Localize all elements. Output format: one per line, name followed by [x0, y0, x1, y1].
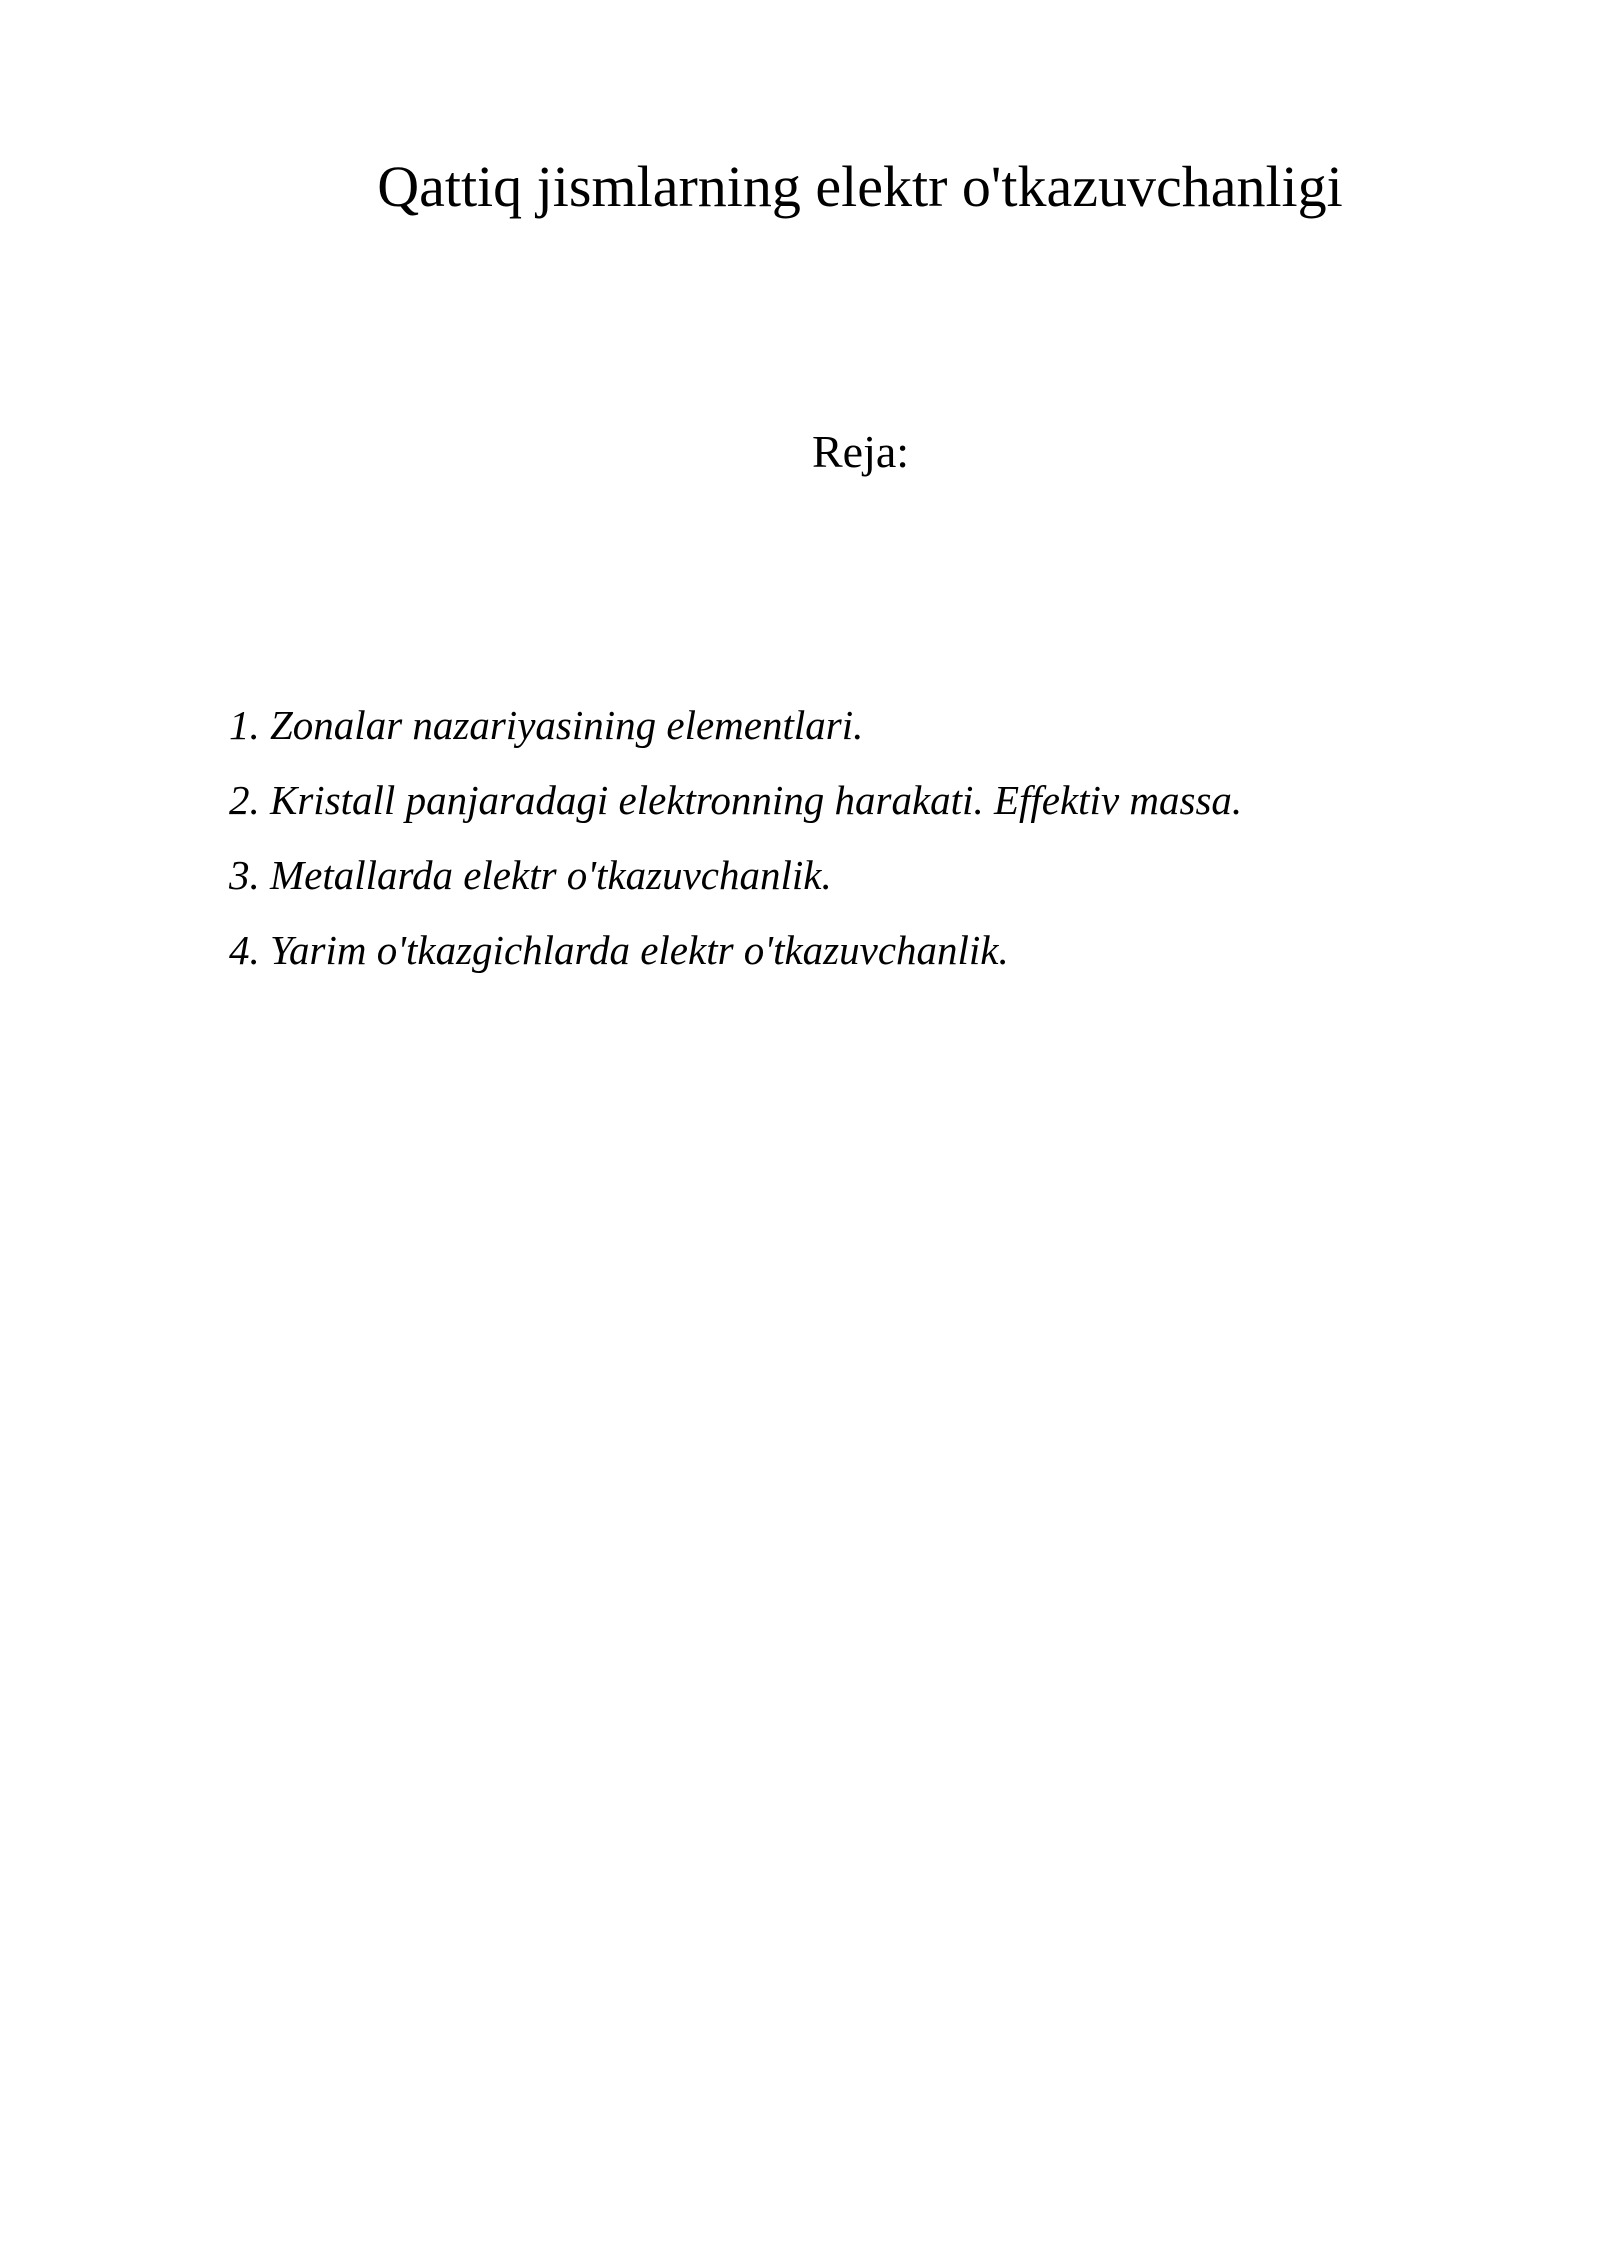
plan-list	[229, 700, 1242, 1000]
plan-item: 2. Kristall panjaradagi elektronning harakati. Effektiv massa.	[229, 777, 1243, 823]
document-title-text: Qattiq jismlarning elektr o'tkazuvchanligi	[377, 154, 1343, 219]
plan-heading: Reja:	[812, 426, 910, 477]
plan-item: 4. Yarim o'tkazgichlarda elektr o'tkazuvchanlik.	[229, 927, 1009, 973]
plan-item: 1. Zonalar nazariyasining elementlari.	[229, 702, 864, 748]
document-title	[0, 152, 1600, 222]
plan-item: 3. Metallarda elektr o'tkazuvchanlik.	[229, 852, 832, 898]
